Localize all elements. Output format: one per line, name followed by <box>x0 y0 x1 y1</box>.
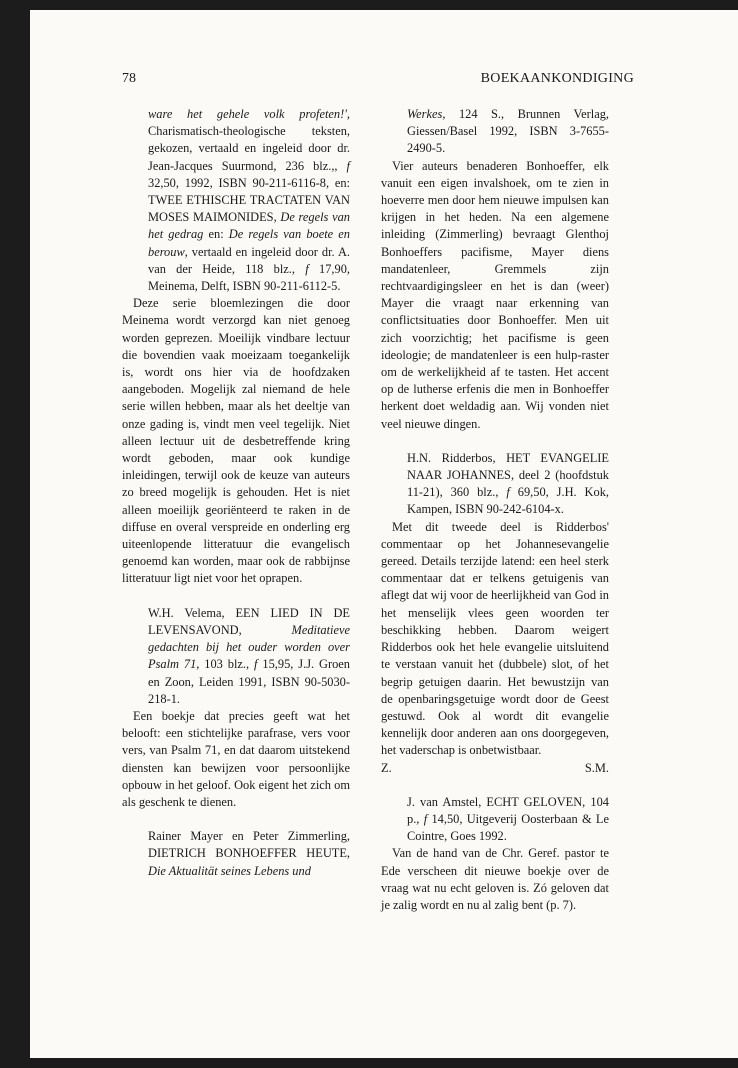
book-entry-charismatisch: ware het gehele volk profeten!', Charismatisch-theologische teksten, gekozen, vertaald en ingeleid door dr. Jean-Jacques Suurmond, 236 blz.,, f 32,50, 1992, ISBN 90-211-6116-8, en: TWEE ETHISCHE TRACTATEN VAN MOSES MAIMONIDES, De regels van het gedrag en: De regels van boete en berouw, vertaald en ingeleid door dr. A. van der Heide, 118 blz., f 17,90, Meinema, Delft, ISBN 90-211-6112-5. <box>148 107 350 294</box>
running-title: BOEKAANKONDIGING <box>480 71 634 86</box>
review-paragraph: Een boekje dat precies geeft wat het belooft: een stichtelijke parafrase, vers voor vers, van Psalm 71, en dat daarom uitstekend diensten kan bewijzen voor persoonlijke opbouw in het geloof. Ook eigent het zich om als geschenk te dienen. <box>122 708 350 809</box>
scan-border-top <box>0 0 738 10</box>
scan-border-bottom <box>0 1058 738 1068</box>
right-column <box>381 106 609 914</box>
left-column <box>122 106 350 880</box>
book-entry-van-amstel: J. van Amstel, ECHT GELOVEN, 104 p., f 14,50, Uitgeverij Oosterbaan & Le Cointre, Goes 1992. <box>407 794 609 844</box>
review-paragraph: Met dit tweede deel is Ridderbos' commentaar op het Johannesevangelie gereed. Details terzijde latend: een heel sterk commentaar dat er telkens getuigenis van aflegt dat wij voor de heerlijkheid van God in het menselijk vlees geen woorden ter beschikking hebben. Daarom weigert Ridderbos ook het hele evangelie uitsluitend te verstaan vanuit het (dubbele) slot, of het begrip getuigen daarin. Het bewustzijn van de openbaringsgetuige wordt door de Geest gestuwd. Ook al wordt dit evangelie kennelijk door anderen aan ons doorgegeven, het vaderschap is onbetwistbaar. <box>381 519 609 758</box>
entry-title-italic: ware het gehele volk profeten!' <box>148 107 347 121</box>
scan-border-left <box>0 0 30 1068</box>
book-entry-mayer: Rainer Mayer en Peter Zimmerling, DIETRICH BONHOEFFER HEUTE, Die Aktualität seines Lebens und <box>148 829 350 878</box>
book-entry-mayer-continued: Werkes, 124 S., Brunnen Verlag, Giessen/Basel 1992, ISBN 3-7655-2490-5. <box>407 107 609 156</box>
page-number: 78 <box>122 71 136 86</box>
signature-right: S.M. <box>584 760 609 775</box>
book-entry-velema: W.H. Velema, EEN LIED IN DE LEVENSAVOND, Meditatieve gedachten bij het ouder worden over Psalm 71, 103 blz., f 15,95, J.J. Groen en Zoon, Leiden 1991, ISBN 90-5030-218-1. <box>148 605 350 706</box>
reviewer-signature <box>381 760 609 777</box>
review-paragraph: Van de hand van de Chr. Geref. pastor te Ede verscheen dit nieuwe boekje over de vraag wat nu echt geloven is. Zó geloven dat je zalig wordt en nu al zalig bent (p. 7). <box>381 846 609 912</box>
review-paragraph: Vier auteurs benaderen Bonhoeffer, elk vanuit een eigen invalshoek, om te zien in hoeverre men door hem nieuwe impulsen kan krijgen in het heden. Na een algemene inleiding (Zimmerling) bevraagt Glenthoj Bonhoeffers pacifisme, Mayer diens mandatenleer, Gremmels zijn rechtvaardigingsleer en het is dan (weer) Mayer die vraagt naar erkenning van conflictsituaties door Bonhoeffer. Men uit zich voorzichtig; het pacifisme is geen ideologie; de mandatenleer is een hulp-raster om de werkelijkheid af te tasten. Het accent op de lutherse erfenis die men in Bonhoeffer herkent doet weldadig aan. Wij vonden niet veel nieuwe dingen. <box>381 158 609 431</box>
review-paragraph: Deze serie bloemlezingen die door Meinema wordt verzorgd kan niet genoeg worden geprezen. Moeilijk vindbare lectuur die bovendien vaak moeizaam toegankelijk is, wordt ons hier via de hoofdzaken aangeboden. Mogelijk zal niemand de hele serie willen hebben, maar als het deeltje van onze gading is, vindt men veel tegelijk. Niet alleen lectuur uit de desbetreffende kring wordt geboden, maar ook kundige inleidingen, terwijl ook de keuze van auteurs zo breed mogelijk is gehouden. Het is niet alleen moeilijk georiënteerd te raken in de diffuse en overal verspreide en onderling erg uiteenlopende litteratuur die evangelisch genoemd kan worden, maar ook de rabbijnse litteratuur ligt niet voor het oprapen. <box>122 296 350 586</box>
book-entry-ridderbos: H.N. Ridderbos, HET EVANGELIE NAAR JOHANNES, deel 2 (hoofdstuk 11-21), 360 blz., f 69,50, J.H. Kok, Kampen, ISBN 90-242-6104-x. <box>407 450 609 517</box>
signature-left: Z. <box>381 760 392 775</box>
